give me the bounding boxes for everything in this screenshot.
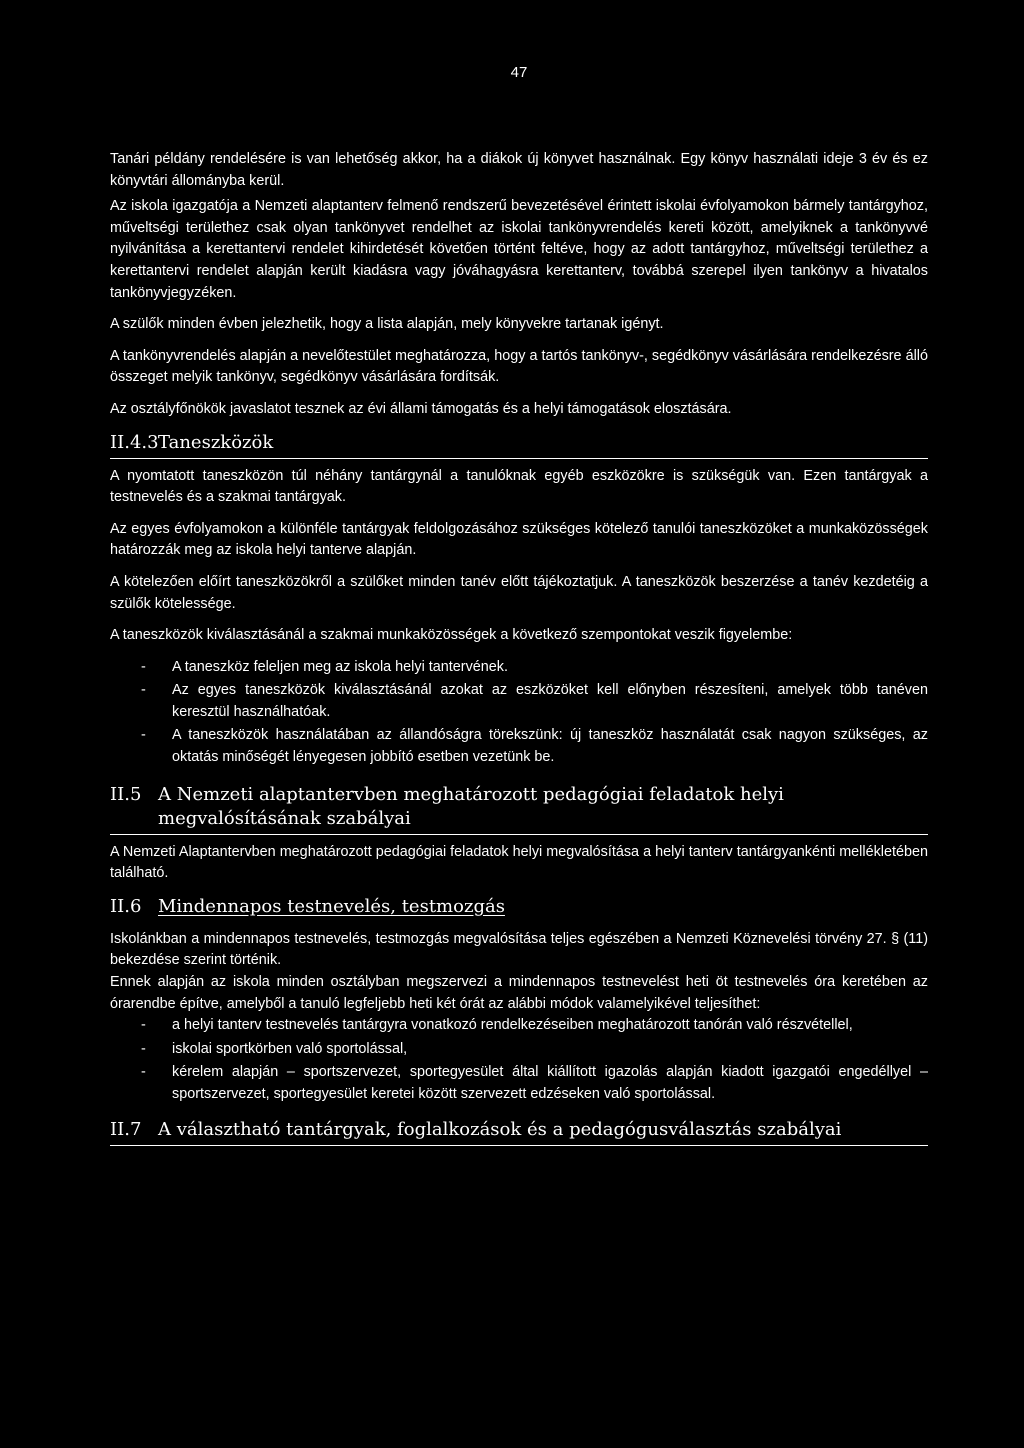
section-number: II.4.3: [110, 431, 159, 453]
section-number: II.5: [110, 783, 142, 805]
section-heading-pe: [110, 895, 928, 922]
paragraph-teacher-copy: Tanári példány rendelésére is van lehetőség akkor, ha a diákok új könyvet használnak. Egy könyv használati ideje 3 év és ez könyvtári állományba kerül.: [110, 151, 928, 189]
section-title: Mindennapos testnevelés, testmozgás: [158, 895, 505, 917]
paragraph-tools-criteria: A taneszközök kiválasztásánál a szakmai munkaközösségek a következő szempontokat veszik figyelembe:: [110, 627, 793, 644]
paragraph-tools-inform: A kötelezően előírt taneszközökről a szülőket minden tanév előtt tájékoztatjuk. A taneszközök beszerzése a tanév kezdetéig a szülők kötelessége.: [110, 573, 928, 612]
section-heading-taneszkozok: [110, 431, 928, 459]
paragraph-staff-decision: A tankönyvrendelés alapján a nevelőtestület meghatározza, hogy a tartós tankönyv-, segédkönyv vásárlására rendelkezésre álló összeget melyik tankönyv, segédkönyv vásárlására fordítsák.: [110, 347, 928, 386]
list-item: - Az egyes taneszközök kiválasztásánál azokat az eszközöket kell előnyben részesíteni, amelyek több tanéven keresztül használhatóak.: [110, 680, 928, 723]
paragraph-class-teachers: Az osztályfőnökök javaslatot tesznek az évi állami támogatás és a helyi támogatások elosztására.: [110, 400, 732, 417]
document-page: [110, 0, 928, 1448]
section-title: Taneszközök: [158, 431, 274, 453]
section-title: A Nemzeti alaptantervben meghatározott pedagógiai feladatok helyi megvalósításának szabályai: [158, 783, 784, 829]
tools-criteria-list: [110, 657, 928, 769]
paragraph-tools-mandatory: Az egyes évfolyamokon a különféle tantárgyak feldolgozásához szükséges kötelező tanulói taneszközöket a munkaközösségek határozzák meg az iskola helyi tanterve alapján.: [110, 520, 928, 559]
paragraph-principal-order: Az iskola igazgatója a Nemzeti alaptanterv felmenő rendszerű bevezetésével érintett iskolai évfolyamokon bármely tantárgyhoz, műveltségi területhez csak olyan tankönyvet rendelhet az iskolai tankönyvrendelés kereti között, amelyiknek a tankönyvvé nyilvánítása a kerettantervi rendelet kihirdetését követően történt feltéve, hogy az adott tantárgyhoz, műveltségi területhez a kerettantervi rendelet alapján került kiadásra vagy jóváhagyásra kerettanterv, továbbá szerepel ilyen tankönyv a hivatalos tankönyvjegyzéken.: [110, 198, 928, 301]
paragraph-pe-organisation: Ennek alapján az iskola minden osztályban megszervezi a mindennapos testnevelést heti öt testnevelés óra keretében az órarendbe építve, amelyből a tanuló legfeljebb heti két órát az alábbi módok valamelyikével teljesíthet:: [110, 974, 928, 1012]
section-heading-electives: [110, 1118, 928, 1146]
page-number: 47: [510, 64, 528, 81]
paragraph-tools-extra: A nyomtatott taneszközön túl néhány tantárgynál a tanulóknak egyéb eszközökre is szükségük van. Ezen tantárgyak a testnevelés és a szakmai tantárgyak.: [110, 467, 928, 506]
section-title: A választható tantárgyak, foglalkozások és a pedagógusválasztás szabályai: [158, 1118, 842, 1140]
list-item: - kérelem alapján – sportszervezet, sportegyesület által kiállított igazolás alapján kiadott igazgatói engedéllyel – sportszervezet, sportegyesület keretei között szervezett edzéseken való sportolással.: [110, 1062, 928, 1105]
list-item: - A taneszköz feleljen meg az iskola helyi tantervének.: [110, 657, 928, 679]
section-heading-nat: [110, 783, 928, 835]
paragraph-nat-tasks: A Nemzeti Alaptantervben meghatározott pedagógiai feladatok helyi megvalósítása a helyi tanterv tantárgyankénti mellékletében található.: [110, 843, 928, 882]
list-item: - a helyi tanterv testnevelés tantárgyra vonatkozó rendelkezéseiben meghatározott tanórán való részvétellel,: [110, 1015, 928, 1037]
pe-options-list: [110, 1015, 928, 1105]
list-item: - iskolai sportkörben való sportolással,: [110, 1039, 928, 1061]
paragraph-parents-request: A szülők minden évben jelezhetik, hogy a lista alapján, mely könyvekre tartanak igényt.: [110, 316, 664, 333]
list-item: - A taneszközök használatában az állandóságra törekszünk: új taneszköz használatát csak nagyon szükséges, az oktatás minőségét lényegesen jobbító esetben vezetünk be.: [110, 725, 928, 768]
document-body: [110, 149, 928, 1153]
paragraph-pe-law: Iskolánkban a mindennapos testnevelés, testmozgás megvalósítása teljes egészében a Nemzeti Köznevelési törvény 27. § (11) bekezdése szerint történik.: [110, 930, 928, 969]
section-number: II.6: [110, 895, 142, 917]
section-number: II.7: [110, 1118, 142, 1140]
